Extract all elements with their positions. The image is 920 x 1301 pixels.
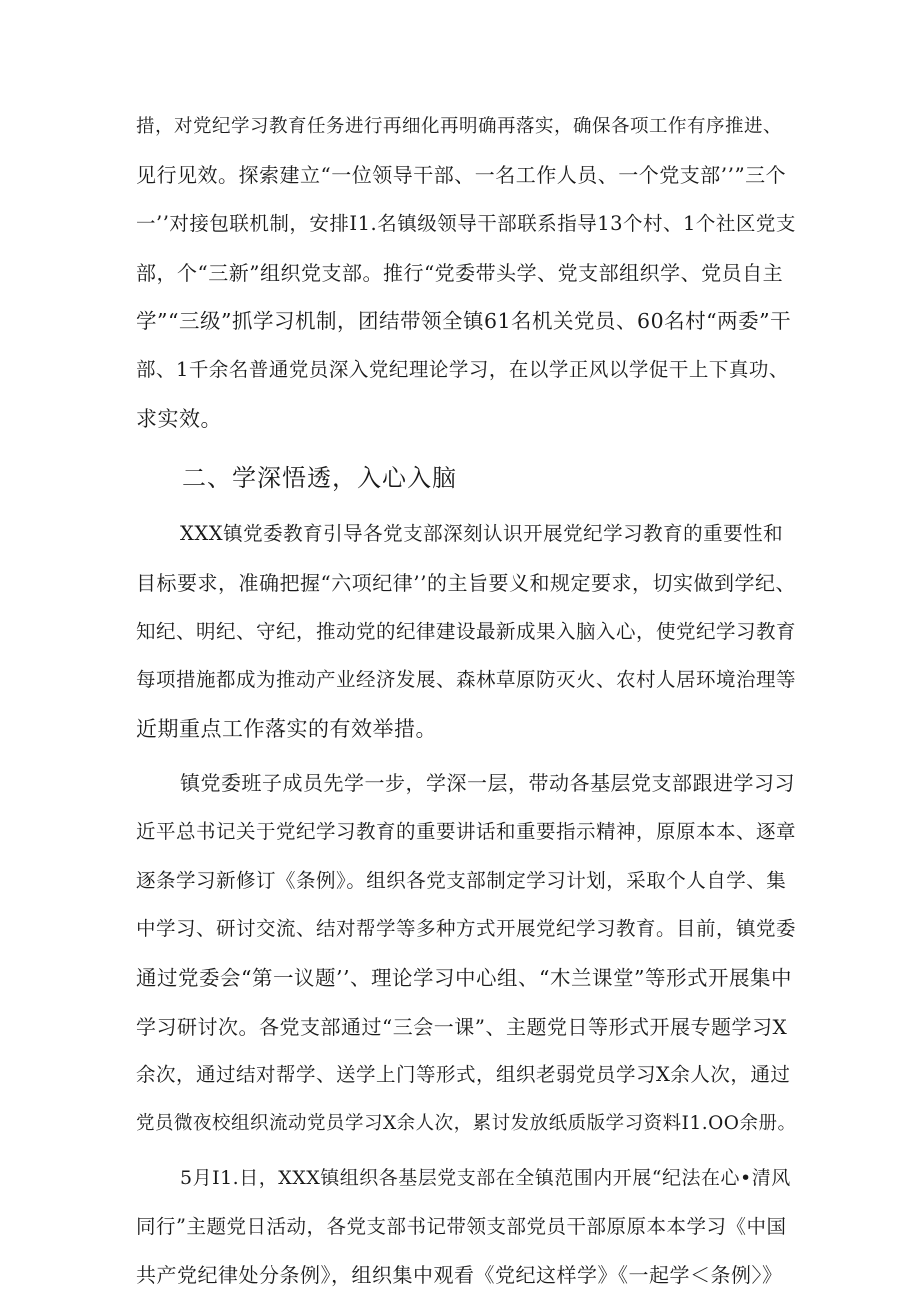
- para3-line: 近平总书记关于党纪学习教育的重要讲话和重要指示精神，原原本本、逐章: [136, 820, 797, 843]
- para2-line: XXX镇党委教育引导各党支部深刻认识开展党纪学习教育的重要性和: [180, 522, 784, 545]
- para1-line: 部、1千余名普通党员深入党纪理论学习，在以学正风以学促干上下真功、: [136, 358, 789, 381]
- para3-line: 镇党委班子成员先学一步，学深一层，带动各基层党支部跟进学习习: [180, 771, 795, 795]
- para2-line: 目标要求，准确把握“六项纪律’’的主旨要义和规定要求，切实做到学纪、: [136, 571, 796, 595]
- para2-line: 知纪、明纪、守纪，推动党的纪律建设最新成果入脑入心，使党纪学习教育: [136, 620, 797, 643]
- para1-line: 部，个“三新”组织党支部。推行“党委带头学、党支部组织学、党员自主: [136, 261, 784, 285]
- para3-line: 学习研讨次。各党支部通过“三会一课”、主题党日等形式开展专题学习X: [136, 1015, 788, 1039]
- para1-line: 见行见效。探索建立“一位领导干部、一名工作人员、一个党支部’’”三个: [136, 163, 787, 187]
- para4-line: 5月I1.日，XXX镇组织各基层党支部在全镇范围内开展“纪法在心•清风: [180, 1167, 791, 1189]
- para1-line: 学”“三级”抓学习机制，团结带领全镇61名机关党员、60名村“两委”干: [136, 309, 792, 333]
- para3-line: 中学习、研讨交流、结对帮学等多种方式开展党纪学习教育。目前，镇党委: [136, 917, 797, 940]
- para2-line: 近期重点工作落实的有效举措。: [136, 717, 437, 741]
- section-heading: 二、学深悟透，入心入脑: [182, 464, 457, 492]
- para1-line: 求实效。: [136, 407, 222, 431]
- para4-line: 共产党纪律处分条例》，组织集中观看《党纪这样学》《一起学＜条例〉》: [136, 1263, 783, 1287]
- para3-line: 余次，通过结对帮学、送学上门等形式，组织老弱党员学习X余人次，通过: [136, 1063, 791, 1086]
- para2-line: 每项措施都成为推动产业经济发展、森林草原防灭火、农村人居环境治理等: [136, 668, 797, 691]
- para3-line: 逐条学习新修订《条例》。组织各党支部制定学习计划，采取个人自学、集: [136, 869, 787, 892]
- para1-line: 一’’对接包联机制，安排I1.名镇级领导干部联系指导13个村、1个社区党支: [136, 212, 796, 235]
- para3-line: 党员微夜校组织流动党员学习X余人次，累讨发放纸质版学习资料I1.OO余册。: [136, 1113, 797, 1134]
- para4-line: 同行”主题党日活动，各党支部书记带领支部党员干部原原本本学习《中国: [136, 1215, 787, 1238]
- para3-line: 通过党委会“第一议题’’、理论学习中心组、“木兰课堂”等形式开展集中: [136, 966, 792, 990]
- para1-line: 措，对党纪学习教育任务进行再细化再明确再落实，确保各项工作有序推进、: [136, 116, 783, 137]
